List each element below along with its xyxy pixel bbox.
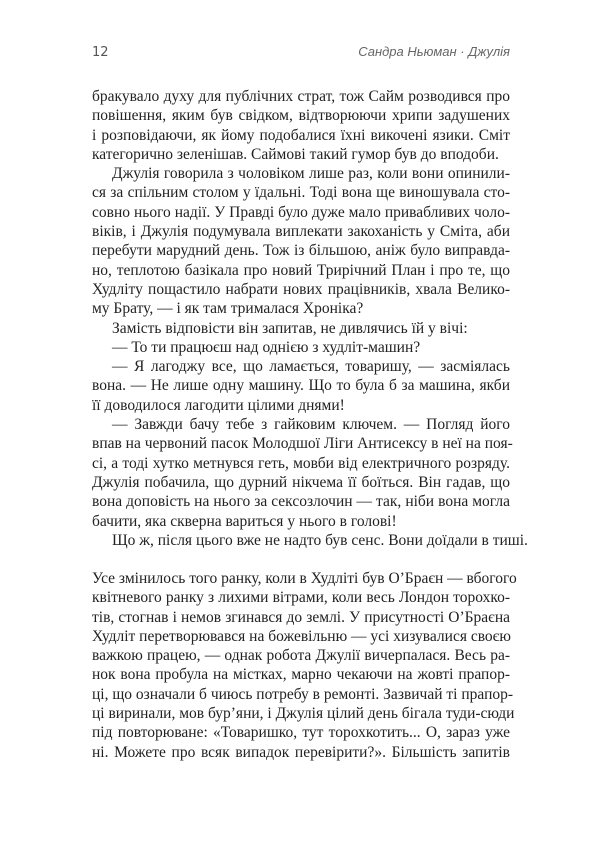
paragraph	[92, 88, 510, 165]
text-line: під повторюване: «Товаришко, тут торохкотить... О, зараз уже	[92, 724, 510, 742]
text-line: перебути марудний день. Тож із більшою, аніж було виправда-	[92, 242, 510, 260]
paragraph	[92, 165, 510, 319]
text-line: бачити, яка скверна вариться у нього в голові!	[92, 512, 397, 530]
text-line: важкою працею, — однак робота Джулії вичерпалася. Весь ра-	[92, 647, 510, 665]
text-line: квітневого ранку з лихими вітрами, коли весь Лондон торохко-	[92, 589, 510, 607]
text-line: Джулія побачила, що дурний нікчема її боїться. Він гадав, що	[92, 473, 510, 491]
paragraph	[92, 416, 513, 532]
paragraph	[92, 531, 528, 551]
text-line: Що ж, після цього вже не надто був сенс. Вони доїдали в тиші.	[112, 531, 528, 549]
text-line: ся за спільним столом у їдальні. Тоді вона ще виношувала сто-	[92, 184, 510, 202]
text-line: нок вона пробула на містках, марно чекаючи на жовті прапор-	[92, 666, 510, 684]
text-line: совно нього надії. У Правді було дуже мало привабливих чоло-	[92, 203, 510, 221]
text-line: повішення, яким був свідком, відтворюючи хрипи задушених	[92, 107, 510, 125]
text-line: но, теплотою базікала про новий Трирічний План і про те, що	[92, 261, 510, 279]
text-line: му Брату, — і як там трималася Хроніка?	[92, 300, 364, 318]
text-line: вона доповість на нього за сексозлочин — так, ніби вона могла	[92, 493, 510, 511]
text-line: Худліт перетворювався на божевільню — усі хизувалися своєю	[92, 627, 511, 645]
text-line: Джулія говорила з чоловіком лише раз, коли вони опинили-	[112, 165, 510, 183]
paragraph	[92, 320, 510, 339]
text-line: її доводилося лагодити цілими днями!	[92, 396, 345, 414]
text-line: впав на червоний пасок Молодшої Ліги Антисексу в неї на поя-	[92, 435, 513, 453]
paragraph	[92, 570, 517, 763]
text-line: ні. Можете про всяк випадок перевірити?». Більшість запитів	[92, 743, 510, 761]
text-line: категорично зеленішав. Саймові такий гумор був до вподоби.	[92, 145, 499, 163]
text-section-2	[92, 570, 517, 763]
text-line: Замість відповісти він запитав, не дивлячись їй у вічі:	[112, 319, 468, 337]
text-line: Усе змінилось того ранку, коли в Худліті був О’Браєн — вбогого	[92, 570, 517, 587]
text-line: — То ти працюєш над однією з худліт-машин?	[112, 338, 421, 356]
text-line: — Завжди бачу тебе з гайковим ключем. — Погляд його	[112, 416, 510, 434]
text-section-1	[92, 88, 528, 551]
text-line: — Я лагоджу все, що ламається, товаришу, — засміялась	[112, 358, 510, 376]
text-line: тів, стогнав і немов згинався до землі. У присутності О’Браєна	[92, 608, 510, 626]
text-line: сі, а тоді хутко метнувся геть, мовби від електричного розряду.	[92, 454, 510, 472]
text-line: і розповідаючи, як йому подобалися їхні викочені язики. Сміт	[92, 126, 510, 144]
text-line: бракувало духу для публічних страт, тож Сайм розводився про	[92, 88, 510, 105]
paragraph	[92, 339, 510, 358]
paragraph	[92, 358, 510, 416]
page-number: 12	[92, 45, 109, 60]
text-line: ці виринали, мов бур’яни, і Джулія цілий день бігала туди-сюди	[92, 705, 515, 723]
text-line: віків, і Джулія подумувала виплекати закоханість у Сміта, аби	[92, 223, 510, 241]
running-title: Сандра Ньюман · Джулія	[358, 44, 510, 59]
text-line: Худліту пощастило набрати нових працівників, хвала Велико-	[92, 280, 510, 298]
text-line: вона. — Не лише одну машину. Що то була б за машина, якби	[92, 377, 510, 395]
text-line: ці, що означали б чиюсь потребу в ремонті. Зазвичай ті прапор-	[92, 685, 514, 703]
